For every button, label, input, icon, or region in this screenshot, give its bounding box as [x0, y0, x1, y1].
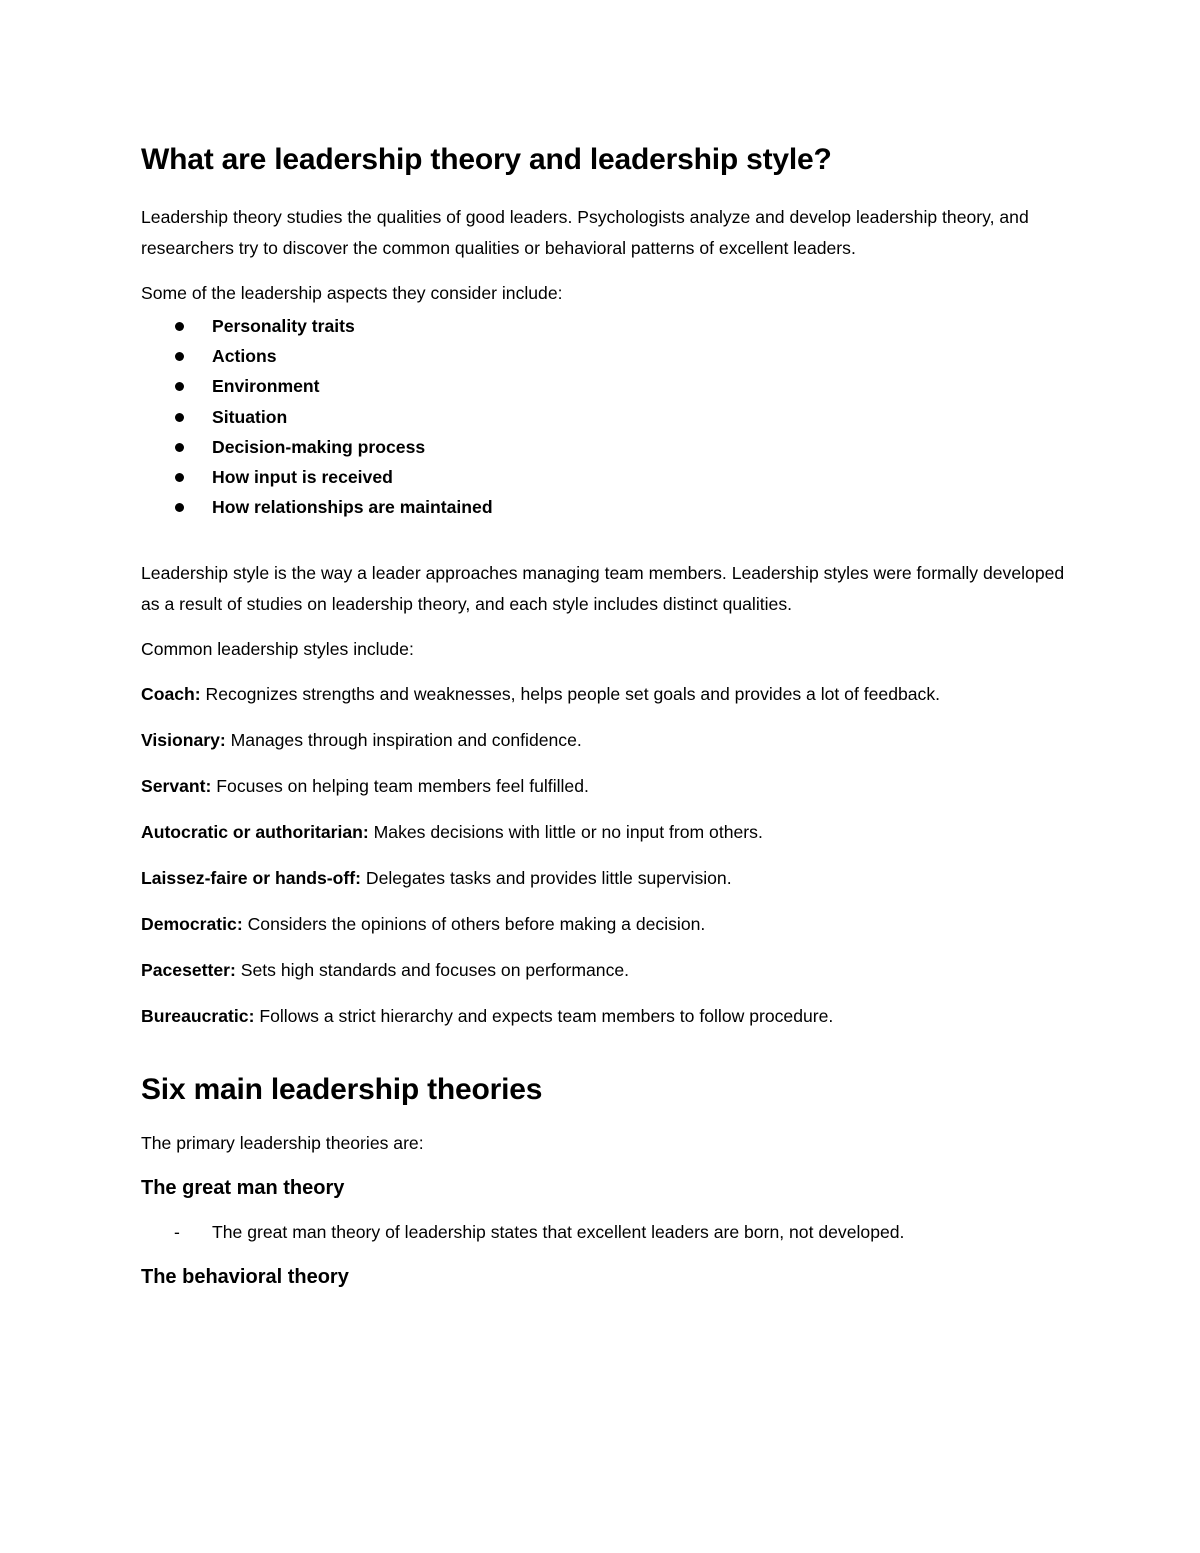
bullet-icon — [175, 352, 184, 361]
style-item-pacesetter — [141, 955, 1071, 986]
list-item-label: Actions — [212, 346, 277, 367]
style-item-autocratic — [141, 817, 1071, 848]
aspects-intro: Some of the leadership aspects they consider include: — [141, 283, 563, 303]
list-item — [141, 492, 1071, 522]
style-description: Makes decisions with little or no input from others. — [368, 822, 763, 843]
style-paragraph: Leadership style is the way a leader approaches managing team members. Leadership styles were formally developed as a result of studies on leadership theory, and each style includes distinct qualities. — [141, 563, 1065, 615]
bullet-icon — [175, 413, 184, 422]
subheading-behavioral: The behavioral theory — [141, 1266, 349, 1289]
bullet-icon — [175, 503, 184, 512]
list-item — [141, 371, 1071, 401]
list-item-label: The great man theory of leadership states that excellent leaders are born, not developed. — [212, 1222, 905, 1243]
style-item-bureaucratic — [141, 1001, 1071, 1032]
list-item — [141, 341, 1071, 371]
bullet-icon — [175, 473, 184, 482]
style-item-servant — [141, 771, 1071, 802]
style-term: Pacesetter: — [141, 960, 236, 981]
bullet-icon — [175, 322, 184, 331]
intro-paragraph: Leadership theory studies the qualities of good leaders. Psychologists analyze and develop leadership theory, and researchers try to discover the common qualities or behavioral patterns of excellent leaders. — [141, 207, 1029, 258]
style-term: Bureaucratic: — [141, 1006, 255, 1027]
list-item — [141, 402, 1071, 432]
subheading-great-man: The great man theory — [141, 1177, 345, 1200]
list-item-label: Decision-making process — [212, 436, 426, 457]
style-description: Recognizes strengths and weaknesses, helps people set goals and provides a lot of feedback. — [200, 684, 941, 705]
style-description: Considers the opinions of others before making a decision. — [242, 914, 706, 935]
style-item-coach — [141, 679, 1071, 710]
style-description: Focuses on helping team members feel fulfilled. — [211, 776, 589, 797]
style-description: Delegates tasks and provides little supervision. — [360, 868, 732, 889]
bullet-icon — [175, 382, 184, 391]
list-item-label: How input is received — [212, 467, 393, 488]
style-term: Visionary: — [141, 730, 226, 751]
great-man-list — [141, 1217, 1071, 1248]
style-term: Laissez-faire or hands-off: — [141, 868, 361, 889]
style-term: Servant: — [141, 776, 212, 797]
list-item-label: Environment — [212, 376, 320, 397]
style-item-democratic — [141, 909, 1071, 940]
theories-intro: The primary leadership theories are: — [141, 1133, 424, 1154]
style-term: Autocratic or authoritarian: — [141, 822, 369, 843]
style-item-laissez-faire — [141, 863, 1071, 894]
list-item — [141, 311, 1071, 341]
style-description: Manages through inspiration and confidence. — [225, 730, 582, 751]
list-item — [141, 462, 1071, 492]
list-item-label: How relationships are maintained — [212, 497, 493, 518]
list-item-label: Situation — [212, 406, 288, 427]
list-item — [141, 1217, 1071, 1248]
style-description: Sets high standards and focuses on performance. — [235, 960, 630, 981]
list-item-label: Personality traits — [212, 316, 355, 336]
styles-list — [141, 679, 1071, 1032]
style-term: Democratic: — [141, 914, 243, 935]
list-item — [141, 432, 1071, 462]
document-content — [141, 140, 1071, 1292]
style-description: Follows a strict hierarchy and expects team members to follow procedure. — [254, 1006, 834, 1027]
styles-intro: Common leadership styles include: — [141, 639, 414, 660]
section-heading: Six main leadership theories — [141, 1073, 543, 1107]
bullet-icon — [175, 443, 184, 452]
dash-icon: - — [174, 1222, 180, 1243]
page-title: What are leadership theory and leadership style? — [141, 143, 832, 176]
style-term: Coach: — [141, 684, 201, 705]
style-item-visionary — [141, 725, 1071, 756]
aspects-list — [141, 311, 1071, 522]
